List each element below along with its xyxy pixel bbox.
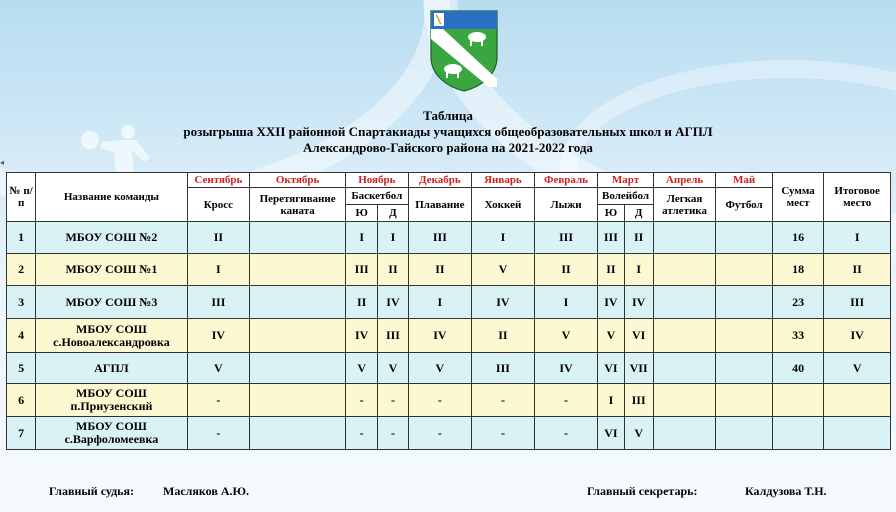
table-row — [7, 254, 891, 286]
cell-bk_b: - — [346, 417, 378, 450]
cell-hockey: - — [472, 384, 535, 417]
cell-foot — [716, 254, 773, 286]
cell-foot — [716, 417, 773, 450]
cell-vb_b: I — [598, 384, 624, 417]
cell-final — [824, 384, 891, 417]
table-row — [7, 319, 891, 353]
cell-ath — [653, 319, 716, 353]
team-name-line: с.Новоалександровка — [53, 334, 170, 349]
results-table — [6, 172, 891, 450]
cell-vb_b: VI — [598, 417, 624, 450]
cell-cross: - — [187, 384, 250, 417]
team-name-line: МБОУ СОШ — [76, 419, 147, 433]
cell-final: V — [824, 353, 891, 384]
cell-hockey: I — [472, 222, 535, 254]
cell-swim: IV — [408, 319, 472, 353]
cell-final: I — [824, 222, 891, 254]
judge-label: Главный судья: — [49, 484, 135, 498]
cell-vb_g: V — [624, 417, 653, 450]
cell-ath — [653, 286, 716, 319]
header-tug: Перетягивание каната — [250, 188, 346, 222]
cell-sum: 33 — [772, 319, 823, 353]
cell-foot — [716, 319, 773, 353]
table-row — [7, 384, 891, 417]
cell-vb_g: I — [624, 254, 653, 286]
cell-swim: II — [408, 254, 472, 286]
cell-vb_g: IV — [624, 286, 653, 319]
cell-ski: IV — [534, 353, 598, 384]
header-volleyball: Волейбол — [598, 188, 654, 205]
month-november: Ноябрь — [346, 173, 409, 188]
cell-bk_b: II — [346, 286, 378, 319]
judge-name: Масляков А.Ю. — [163, 484, 249, 498]
cell-bk_b: V — [346, 353, 378, 384]
cell-swim: V — [408, 353, 472, 384]
cell-cross: IV — [187, 319, 250, 353]
team-name-line: МБОУ СОШ №3 — [65, 294, 158, 309]
month-january: Январь — [472, 173, 535, 188]
cell-vb_b: V — [598, 319, 624, 353]
cell-tug — [250, 222, 346, 254]
team-name-line: АГПЛ — [94, 360, 129, 375]
header-final: Итоговое место — [824, 173, 891, 222]
cell-vb_g: VI — [624, 319, 653, 353]
team-name — [36, 319, 187, 353]
cell-ski: III — [534, 222, 598, 254]
team-name-line: п.Приузенский — [70, 399, 153, 413]
cell-tug — [250, 319, 346, 353]
header-football: Футбол — [716, 188, 773, 222]
cell-bk_g: III — [378, 319, 408, 353]
table-row — [7, 353, 891, 384]
table-row — [7, 417, 891, 450]
cell-sum: 40 — [772, 353, 823, 384]
cell-hockey: III — [472, 353, 535, 384]
month-september: Сентябрь — [187, 173, 250, 188]
cell-cross: III — [187, 286, 250, 319]
cell-ski: V — [534, 319, 598, 353]
cell-final: III — [824, 286, 891, 319]
cell-ath — [653, 222, 716, 254]
cell-sum — [772, 417, 823, 450]
cell-cross: II — [187, 222, 250, 254]
cell-swim: III — [408, 222, 472, 254]
cell-bk_g: - — [378, 417, 408, 450]
secretary-label: Главный секретарь: — [587, 484, 698, 498]
cell-bk_g: - — [378, 384, 408, 417]
cell-hockey: II — [472, 319, 535, 353]
cell-tug — [250, 254, 346, 286]
team-name — [36, 417, 187, 450]
cell-ath — [653, 254, 716, 286]
team-name-line: с.Варфоломеевка — [64, 432, 159, 446]
title-line-3: Александрово-Гайского района на 2021-2022 года — [303, 140, 593, 155]
cell-bk_g: I — [378, 222, 408, 254]
cell-swim: - — [408, 417, 472, 450]
cell-ski: I — [534, 286, 598, 319]
cell-sum — [772, 384, 823, 417]
cell-sum: 23 — [772, 286, 823, 319]
row-number: 2 — [7, 254, 36, 286]
cell-vb_b: III — [598, 222, 624, 254]
team-name-line: МБОУ СОШ — [76, 321, 147, 336]
month-february: Февраль — [534, 173, 598, 188]
cell-vb_b: IV — [598, 286, 624, 319]
cell-final — [824, 417, 891, 450]
cell-cross: I — [187, 254, 250, 286]
header-basketball-boys: Ю — [346, 205, 378, 222]
cell-final: IV — [824, 319, 891, 353]
month-december: Декабрь — [408, 173, 472, 188]
cell-bk_b: III — [346, 254, 378, 286]
cell-tug — [250, 353, 346, 384]
cell-foot — [716, 353, 773, 384]
table-row — [7, 286, 891, 319]
cell-foot — [716, 222, 773, 254]
header-basketball-girls: Д — [378, 205, 408, 222]
cell-vb_g: VII — [624, 353, 653, 384]
header-team: Название команды — [36, 173, 187, 222]
header-volleyball-boys: Ю — [598, 205, 624, 222]
cell-tug — [250, 384, 346, 417]
team-name-line: МБОУ СОШ №1 — [65, 262, 158, 276]
cell-vb_g: III — [624, 384, 653, 417]
cell-vb_g: II — [624, 222, 653, 254]
team-name-line: МБОУ СОШ — [76, 386, 147, 400]
header-number: № п/п — [7, 173, 36, 222]
cell-bk_g: V — [378, 353, 408, 384]
cell-bk_g: IV — [378, 286, 408, 319]
row-number: 1 — [7, 222, 36, 254]
header-sum: Сумма мест — [772, 173, 823, 222]
team-name — [36, 353, 187, 384]
cell-hockey: IV — [472, 286, 535, 319]
edge-marker: ◂ — [0, 158, 5, 167]
month-may: Май — [716, 173, 773, 188]
cell-tug — [250, 417, 346, 450]
cell-ath — [653, 353, 716, 384]
header-ski: Лыжи — [534, 188, 598, 222]
month-october: Октябрь — [250, 173, 346, 188]
team-name — [36, 222, 187, 254]
cell-ath — [653, 384, 716, 417]
cell-bk_b: IV — [346, 319, 378, 353]
secretary-name: Калдузова Т.Н. — [745, 484, 827, 498]
cell-hockey: V — [472, 254, 535, 286]
header-cross: Кросс — [187, 188, 250, 222]
cell-final: II — [824, 254, 891, 286]
table-row — [7, 222, 891, 254]
cell-ski: II — [534, 254, 598, 286]
cell-foot — [716, 286, 773, 319]
cell-bk_g: II — [378, 254, 408, 286]
header-swim: Плавание — [408, 188, 472, 222]
team-name — [36, 254, 187, 286]
cell-vb_b: II — [598, 254, 624, 286]
results-rows — [7, 222, 891, 450]
team-name — [36, 286, 187, 319]
page-title — [0, 108, 896, 156]
cell-bk_b: I — [346, 222, 378, 254]
cell-swim: I — [408, 286, 472, 319]
row-number: 7 — [7, 417, 36, 450]
row-number: 5 — [7, 353, 36, 384]
cell-tug — [250, 286, 346, 319]
team-name — [36, 384, 187, 417]
row-number: 3 — [7, 286, 36, 319]
title-line-1: Таблица — [423, 108, 473, 123]
cell-ski: - — [534, 417, 598, 450]
month-april: Апрель — [653, 173, 716, 188]
header-athletics: Легкая атлетика — [653, 188, 716, 222]
header-hockey: Хоккей — [472, 188, 535, 222]
header-basketball: Баскетбол — [346, 188, 409, 205]
row-number: 4 — [7, 319, 36, 353]
cell-hockey: - — [472, 417, 535, 450]
cell-cross: V — [187, 353, 250, 384]
cell-swim: - — [408, 384, 472, 417]
team-name-line: МБОУ СОШ №2 — [65, 230, 158, 244]
cell-ath — [653, 417, 716, 450]
header-volleyball-girls: Д — [624, 205, 653, 222]
title-line-2: розыгрыша XXII районной Спартакиады учащихся общеобразовательных школ и АГПЛ — [183, 124, 713, 139]
cell-vb_b: VI — [598, 353, 624, 384]
district-coat-of-arms-icon — [429, 9, 499, 92]
cell-bk_b: - — [346, 384, 378, 417]
cell-sum: 18 — [772, 254, 823, 286]
row-number: 6 — [7, 384, 36, 417]
month-march: Март — [598, 173, 654, 188]
cell-foot — [716, 384, 773, 417]
cell-ski: - — [534, 384, 598, 417]
cell-cross: - — [187, 417, 250, 450]
cell-sum: 16 — [772, 222, 823, 254]
